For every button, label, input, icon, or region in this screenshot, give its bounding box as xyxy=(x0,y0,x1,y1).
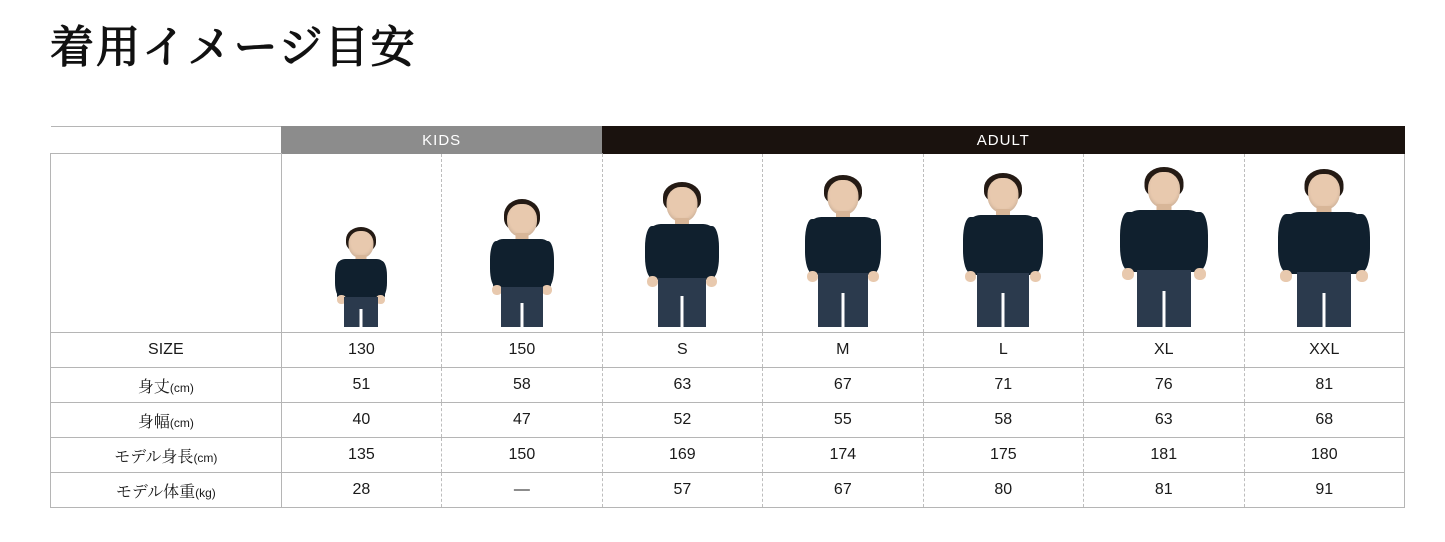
cell-body-width-s: 52 xyxy=(602,403,762,438)
leg-gap xyxy=(360,309,363,327)
page-title: 着用イメージ目安 xyxy=(50,23,417,72)
sleeve-left xyxy=(335,261,348,297)
row-label-body-length xyxy=(51,368,282,403)
model-kids-130 xyxy=(318,227,404,327)
head-shape xyxy=(1148,172,1180,208)
row-label-model-weight-text: モデル体重 xyxy=(115,483,196,501)
sleeve-right xyxy=(864,219,881,273)
model-images-row xyxy=(51,154,1405,333)
hand-right xyxy=(542,285,552,295)
cell-body-length-l: 71 xyxy=(923,368,1083,403)
cell-model-height-l: 175 xyxy=(923,438,1083,473)
cell-model-weight-xl: 81 xyxy=(1084,473,1244,508)
group-header-kids: KIDS xyxy=(281,127,602,154)
sleeve-right xyxy=(539,241,554,287)
model-cell-xxl xyxy=(1244,154,1405,333)
cell-size-s: S xyxy=(602,333,762,368)
sleeve-left xyxy=(805,219,822,273)
row-model-height xyxy=(51,438,1405,473)
row-label-model-weight xyxy=(51,473,282,508)
model-cell-s xyxy=(602,154,762,333)
cell-size-l: L xyxy=(923,333,1083,368)
cell-size-m: M xyxy=(763,333,923,368)
sleeve-right xyxy=(702,226,719,278)
model-cell-150 xyxy=(442,154,602,333)
model-cell-m xyxy=(763,154,923,333)
hand-left xyxy=(1122,268,1134,280)
cell-model-height-xl: 181 xyxy=(1084,438,1244,473)
row-label-model-height-unit: (cm) xyxy=(193,450,218,465)
cell-body-width-l: 58 xyxy=(923,403,1083,438)
hand-right xyxy=(1030,271,1041,282)
cell-model-weight-m: 67 xyxy=(763,473,923,508)
row-model-weight xyxy=(51,473,1405,508)
leg-gap xyxy=(520,303,523,327)
group-header-adult: ADULT xyxy=(602,127,1404,154)
leg-gap xyxy=(1323,293,1326,327)
row-label-size: SIZE xyxy=(51,333,282,368)
hand-right xyxy=(868,271,879,282)
sleeve-right xyxy=(374,261,387,297)
sleeve-right xyxy=(1025,217,1043,273)
hand-left xyxy=(965,271,976,282)
head-shape xyxy=(827,180,858,215)
sleeve-left xyxy=(490,241,505,287)
group-band-row xyxy=(51,127,1405,154)
head-shape xyxy=(988,178,1019,213)
hand-right xyxy=(1356,270,1368,282)
cell-body-length-m: 67 xyxy=(763,368,923,403)
row-label-model-height-text: モデル身長 xyxy=(114,448,194,466)
row-size xyxy=(51,333,1405,368)
sleeve-left xyxy=(1120,212,1139,270)
hand-left xyxy=(1280,270,1292,282)
sleeve-left xyxy=(963,217,981,273)
head-shape xyxy=(349,231,374,258)
row-label-body-width-text: 身幅 xyxy=(137,413,170,431)
row-label-body-length-text: 身丈 xyxy=(137,378,170,396)
sleeve-left xyxy=(1278,214,1298,272)
cell-model-weight-s: 57 xyxy=(602,473,762,508)
row-label-model-height xyxy=(51,438,282,473)
model-cell-l xyxy=(923,154,1083,333)
model-cell-130 xyxy=(281,154,441,333)
leg-gap xyxy=(1002,293,1005,327)
cell-body-length-xxl: 81 xyxy=(1244,368,1405,403)
cell-body-length-s: 63 xyxy=(602,368,762,403)
band-blank-cell xyxy=(51,127,282,154)
hand-left xyxy=(647,276,658,287)
model-adult-l xyxy=(946,173,1060,327)
row-label-body-width-unit: (cm) xyxy=(169,415,194,430)
size-table xyxy=(50,126,1405,508)
model-kids-150 xyxy=(472,199,572,327)
cell-model-height-130: 135 xyxy=(281,438,441,473)
head-shape xyxy=(667,187,698,222)
row-label-body-length-unit: (cm) xyxy=(169,380,194,395)
model-adult-xxl xyxy=(1264,169,1384,327)
cell-size-130: 130 xyxy=(281,333,441,368)
leg-gap xyxy=(1162,291,1165,327)
cell-body-length-130: 51 xyxy=(281,368,441,403)
cell-model-height-m: 174 xyxy=(763,438,923,473)
leg-gap xyxy=(841,293,844,327)
cell-model-weight-xxl: 91 xyxy=(1244,473,1405,508)
cell-model-weight-l: 80 xyxy=(923,473,1083,508)
cell-size-xl: XL xyxy=(1084,333,1244,368)
row-body-length xyxy=(51,368,1405,403)
sleeve-right xyxy=(1189,212,1208,270)
cell-model-height-s: 169 xyxy=(602,438,762,473)
model-row-label-cell xyxy=(51,154,282,333)
cell-body-width-xxl: 68 xyxy=(1244,403,1405,438)
row-body-width xyxy=(51,403,1405,438)
hand-right xyxy=(1194,268,1206,280)
model-adult-s xyxy=(627,182,737,327)
row-label-model-weight-unit: (kg) xyxy=(195,485,216,500)
cell-model-height-150: 150 xyxy=(442,438,602,473)
cell-body-width-150: 47 xyxy=(442,403,602,438)
model-cell-xl xyxy=(1084,154,1244,333)
model-adult-xl xyxy=(1105,167,1223,327)
cell-size-150: 150 xyxy=(442,333,602,368)
cell-body-width-130: 40 xyxy=(281,403,441,438)
hand-left xyxy=(807,271,818,282)
model-adult-m xyxy=(787,175,899,327)
sleeve-right xyxy=(1350,214,1370,272)
sleeve-left xyxy=(645,226,662,278)
cell-body-width-m: 55 xyxy=(763,403,923,438)
cell-model-weight-150: — xyxy=(442,473,602,508)
hand-right xyxy=(706,276,717,287)
cell-body-length-150: 58 xyxy=(442,368,602,403)
row-label-body-width xyxy=(51,403,282,438)
cell-size-xxl: XXL xyxy=(1244,333,1405,368)
cell-body-width-xl: 63 xyxy=(1084,403,1244,438)
cell-body-length-xl: 76 xyxy=(1084,368,1244,403)
head-shape xyxy=(1308,174,1340,210)
cell-model-weight-130: 28 xyxy=(281,473,441,508)
leg-gap xyxy=(681,296,684,327)
cell-model-height-xxl: 180 xyxy=(1244,438,1405,473)
